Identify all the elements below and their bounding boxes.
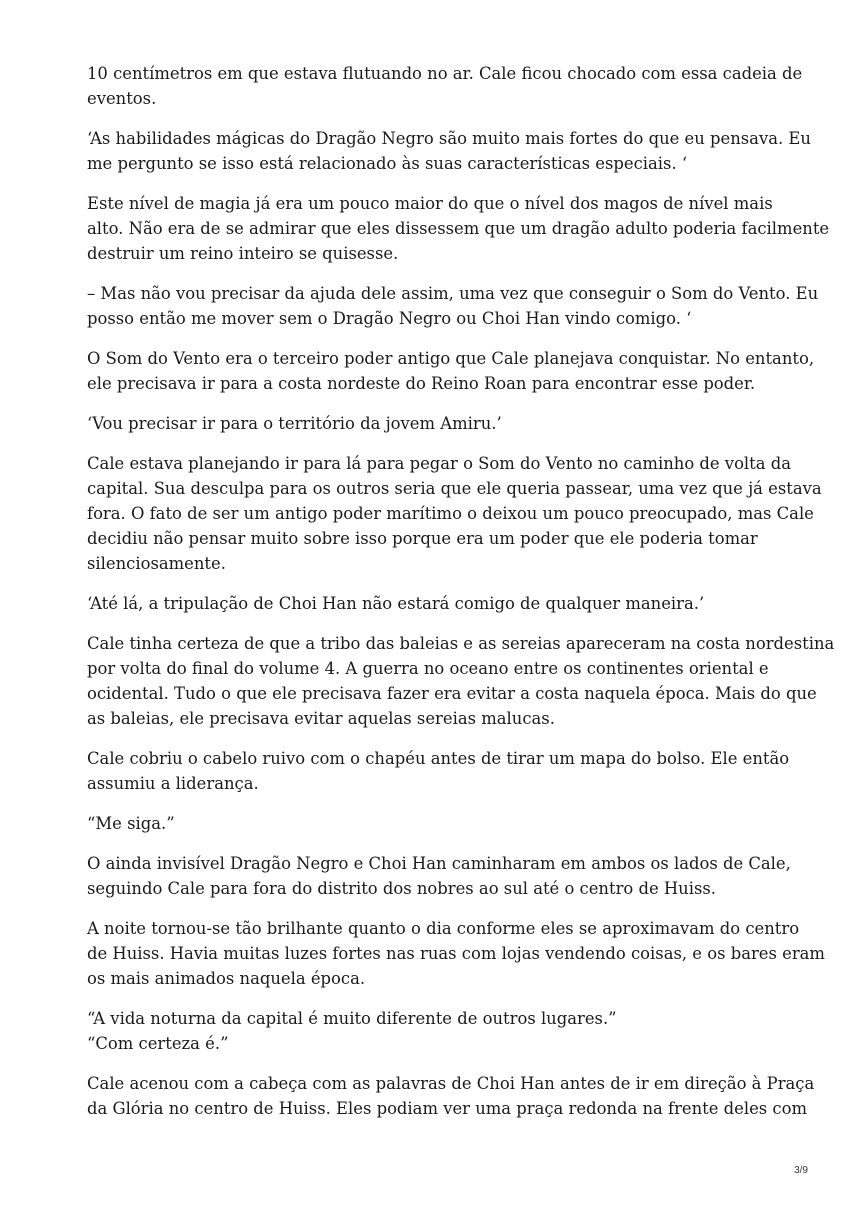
text-line: Este nível de magia já era um pouco maior do que o nível dos magos de nível mais bbox=[87, 194, 773, 213]
paragraph bbox=[87, 916, 825, 991]
text-line: ‘Vou precisar ir para o território da jovem Amiru.’ bbox=[87, 414, 502, 433]
text-line: Cale acenou com a cabeça com as palavras de Choi Han antes de ir em direção à Praça bbox=[87, 1074, 815, 1093]
text-line: “Me siga.” bbox=[87, 814, 175, 833]
text-line: fora. O fato de ser um antigo poder marítimo o deixou um pouco preocupado, mas Cale bbox=[87, 504, 814, 523]
text-line: de Huiss. Havia muitas luzes fortes nas ruas com lojas vendendo coisas, e os bares eram bbox=[87, 944, 825, 963]
paragraph bbox=[87, 61, 803, 111]
text-line: alto. Não era de se admirar que eles dissessem que um dragão adulto poderia facilmente bbox=[87, 219, 830, 238]
text-line: me pergunto se isso está relacionado às suas características especiais. ‘ bbox=[87, 154, 688, 173]
paragraph bbox=[87, 411, 787, 436]
text-line: posso então me mover sem o Dragão Negro ou Choi Han vindo comigo. ‘ bbox=[87, 309, 692, 328]
text-line: eventos. bbox=[87, 89, 157, 108]
text-line: as baleias, ele precisava evitar aquelas sereias malucas. bbox=[87, 709, 555, 728]
text-line: 10 centímetros em que estava flutuando no ar. Cale ficou chocado com essa cadeia de bbox=[87, 64, 803, 83]
text-line: silenciosamente. bbox=[87, 554, 226, 573]
document-body bbox=[87, 61, 835, 1136]
paragraph bbox=[87, 281, 819, 331]
text-line: – Mas não vou precisar da ajuda dele assim, uma vez que conseguir o Som do Vento. Eu bbox=[87, 284, 819, 303]
text-line: ocidental. Tudo o que ele precisava fazer era evitar a costa naquela época. Mais do que bbox=[87, 684, 817, 703]
paragraph bbox=[87, 591, 787, 616]
paragraph bbox=[87, 1006, 787, 1056]
text-line: O ainda invisível Dragão Negro e Choi Han caminharam em ambos os lados de Cale, bbox=[87, 854, 791, 873]
text-line: da Glória no centro de Huiss. Eles podiam ver uma praça redonda na frente deles com bbox=[87, 1099, 808, 1118]
paragraph bbox=[87, 851, 791, 901]
text-line: Cale cobriu o cabelo ruivo com o chapéu antes de tirar um mapa do bolso. Ele então bbox=[87, 749, 790, 768]
paragraph bbox=[87, 1071, 815, 1121]
paragraph bbox=[87, 811, 787, 836]
text-line: “Com certeza é.” bbox=[87, 1034, 229, 1053]
paragraph bbox=[87, 746, 790, 796]
text-line: ele precisava ir para a costa nordeste do Reino Roan para encontrar esse poder. bbox=[87, 374, 756, 393]
text-line: seguindo Cale para fora do distrito dos nobres ao sul até o centro de Huiss. bbox=[87, 879, 717, 898]
paragraph bbox=[87, 451, 822, 576]
paragraph bbox=[87, 191, 830, 266]
text-line: Cale estava planejando ir para lá para pegar o Som do Vento no caminho de volta da bbox=[87, 454, 792, 473]
text-line: capital. Sua desculpa para os outros seria que ele queria passear, uma vez que já estava bbox=[87, 479, 822, 498]
text-line: “A vida noturna da capital é muito diferente de outros lugares.” bbox=[87, 1009, 617, 1028]
text-line: por volta do final do volume 4. A guerra no oceano entre os continentes oriental e bbox=[87, 659, 769, 678]
paragraph bbox=[87, 631, 835, 731]
text-line: ‘As habilidades mágicas do Dragão Negro são muito mais fortes do que eu pensava. Eu bbox=[87, 129, 811, 148]
text-line: os mais animados naquela época. bbox=[87, 969, 366, 988]
text-line: assumiu a liderança. bbox=[87, 774, 259, 793]
text-line: O Som do Vento era o terceiro poder antigo que Cale planejava conquistar. No entanto, bbox=[87, 349, 815, 368]
paragraph bbox=[87, 346, 815, 396]
text-line: A noite tornou-se tão brilhante quanto o dia conforme eles se aproximavam do centro bbox=[87, 919, 800, 938]
text-line: destruir um reino inteiro se quisesse. bbox=[87, 244, 399, 263]
text-line: decidiu não pensar muito sobre isso porque era um poder que ele poderia tomar bbox=[87, 529, 758, 548]
text-line: ‘Até lá, a tripulação de Choi Han não estará comigo de qualquer maneira.’ bbox=[87, 594, 705, 613]
paragraph bbox=[87, 126, 811, 176]
text-line: Cale tinha certeza de que a tribo das baleias e as sereias apareceram na costa nordestina bbox=[87, 634, 835, 653]
page-number: 3/9 bbox=[794, 1165, 808, 1176]
